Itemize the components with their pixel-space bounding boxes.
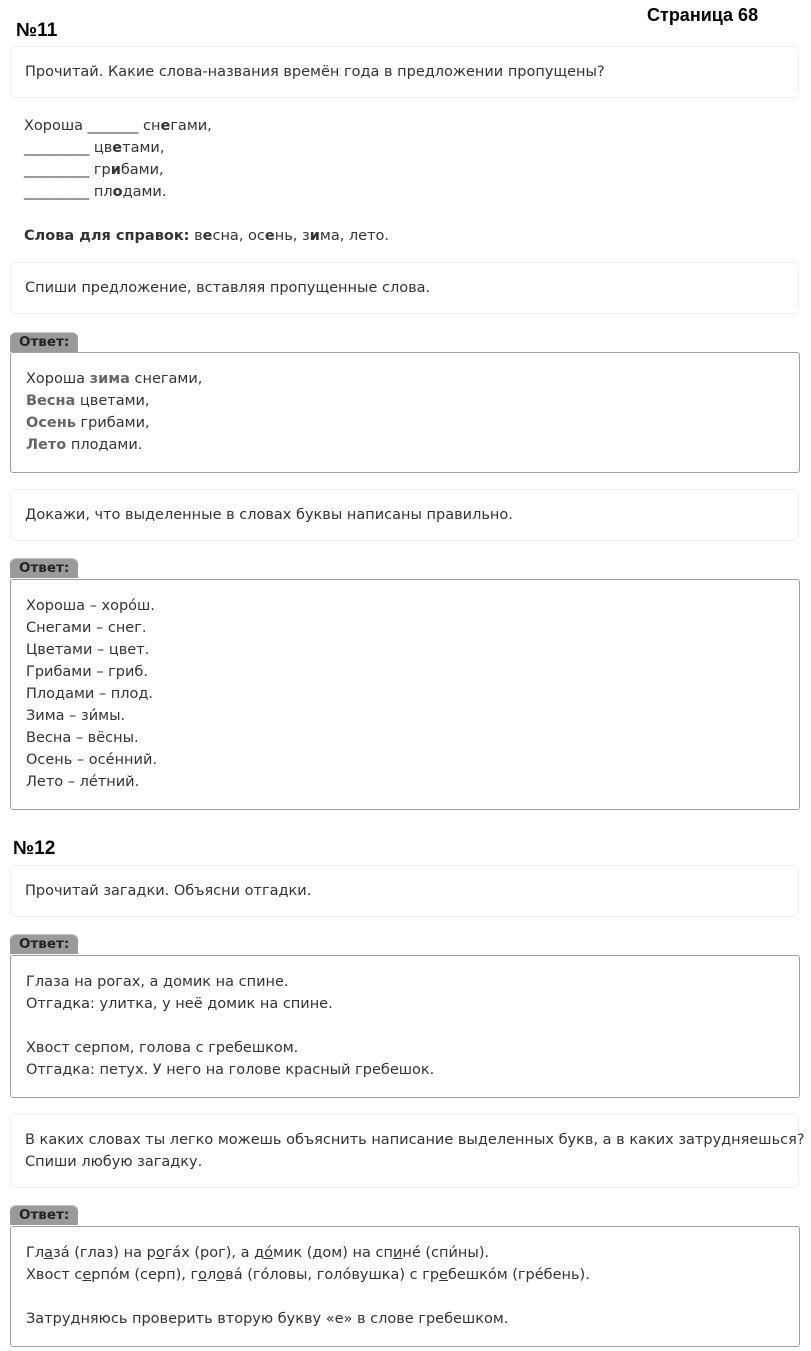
task-11-reference-words [24,225,389,247]
highlighted-letter: о [112,184,123,200]
answer-text: плодами. [66,437,143,453]
underlined-letter: о [198,1267,207,1283]
task-11-poem [24,115,212,203]
underlined-letter: о [216,1267,226,1283]
task-12-answer-2 [10,1226,800,1347]
answer-tab: Ответ: [10,332,78,352]
answer-line: Грибами – гриб. [26,664,148,680]
underlined-letter: е [439,1267,448,1283]
poem-line [24,181,212,203]
task-11-number: №11 [16,20,58,41]
task-12-answer-1 [10,955,800,1098]
answer-line: Снегами – снег. [26,620,147,636]
underlined-letter: и [392,1245,403,1261]
task-12-question-2 [10,1114,805,1188]
reference-word: нь, [274,228,302,244]
answer-line [26,390,784,412]
answer-line-empty [26,1286,784,1308]
answer-text: Хвост с [26,1267,83,1283]
highlighted-letter: и [110,162,121,178]
answer-text: грибами, [75,415,150,431]
answer-text: мик (дом) на сп [273,1245,393,1261]
answer-text: ва́ (го́ловы, голо́вушка) с гр [225,1267,440,1283]
reference-word: з [301,228,310,244]
page-number: Страница 68 [647,5,759,25]
question-text: Спиши предложение, вставляя пропущенные слова. [25,280,431,296]
answer-text: Хороша [26,371,90,387]
poem-line [24,115,212,137]
reference-word: в [189,228,203,244]
poem-text: бами, [120,162,164,178]
task-11-answer-2 [10,579,800,810]
poem-text: _________ цв [24,140,113,156]
question-text-line-2: Спиши любую загадку. [25,1154,203,1170]
task-12-question-1 [10,865,799,917]
answer-text: цветами, [75,393,150,409]
answer-text: снегами, [129,371,203,387]
answer-line: Глаза на рогах, а домик на спине. [26,974,289,990]
poem-text: гами, [170,118,212,134]
answer-tab: Ответ: [10,934,78,954]
highlighted-letter: е [112,140,123,156]
underlined-letter: а [44,1245,54,1261]
highlighted-letter: и [309,228,320,244]
underlined-letter: е [82,1267,92,1283]
answer-line: Осень – осе́нний. [26,752,157,768]
answer-note: Затрудняюсь проверить вторую букву «е» в слове гребешком. [26,1311,509,1327]
answer-line: Плодами – плод. [26,686,154,702]
inserted-word: Весна [26,393,76,409]
answer-line-empty [26,1015,784,1037]
question-text: Прочитай. Какие слова-названия времён года в предложении пропущены? [25,64,605,80]
answer-text: Гл [26,1245,45,1261]
answer-line: Отгадка: улитка, у неё домик на спине. [26,996,333,1012]
reference-word: ос [248,228,265,244]
task-12-number: №12 [13,838,56,859]
answer-line [26,1264,784,1286]
inserted-word: Осень [26,415,76,431]
inserted-word: Лето [26,437,67,453]
answer-tab: Ответ: [10,1205,78,1225]
answer-text: за́ (глаз) на р [53,1245,156,1261]
answer-text: бешко́м (гре́бень). [447,1267,590,1283]
poem-text: _________ гр [24,162,111,178]
answer-line: Хвост серпом, голова с гребешком. [26,1040,299,1056]
poem-text: дами. [122,184,167,200]
question-text: Докажи, что выделенные в словах буквы написаны правильно. [25,507,513,523]
answer-text: не́ (спи́ны). [402,1245,490,1261]
inserted-word: зима [89,371,130,387]
task-11-answer-1 [10,352,800,473]
answer-line [26,368,784,390]
task-11-question-2 [10,262,799,314]
highlighted-letter: е [160,118,171,134]
underlined-letter: о́ [264,1245,274,1261]
answer-text: га́х (рог), а д [164,1245,265,1261]
poem-text: Хороша _______ сн [24,118,161,134]
answer-line [26,434,784,456]
question-text: Прочитай загадки. Объясни отгадки. [25,883,312,899]
answer-line: Весна – вёсны. [26,730,139,746]
poem-line [24,159,212,181]
question-text-line-1: В каких словах ты легко можешь объяснить написание выделенных букв, а в каких затрудняешься? [25,1132,805,1148]
task-11-question-3 [10,489,799,541]
highlighted-letter: е [202,228,213,244]
answer-line: Зима – зи́мы. [26,708,126,724]
reference-word: сна, [212,228,249,244]
task-11-question-1 [10,46,799,98]
reference-label: Слова для справок: [24,228,190,244]
reference-word: ма, лето. [319,228,390,244]
answer-line [26,412,784,434]
poem-text: _________ пл [24,184,113,200]
answer-line: Отгадка: петух. У него на голове красный гребешок. [26,1062,435,1078]
answer-line: Хороша – хоро́ш. [26,598,155,614]
answer-tab: Ответ: [10,558,78,578]
answer-line: Лето – ле́тний. [26,774,140,790]
poem-text: тами, [122,140,165,156]
answer-text: рпо́м (серп), г [91,1267,199,1283]
underlined-letter: о [155,1245,165,1261]
poem-line [24,137,212,159]
answer-line [26,1242,784,1264]
answer-text: л [207,1267,217,1283]
highlighted-letter: е [264,228,275,244]
answer-line: Цветами – цвет. [26,642,150,658]
